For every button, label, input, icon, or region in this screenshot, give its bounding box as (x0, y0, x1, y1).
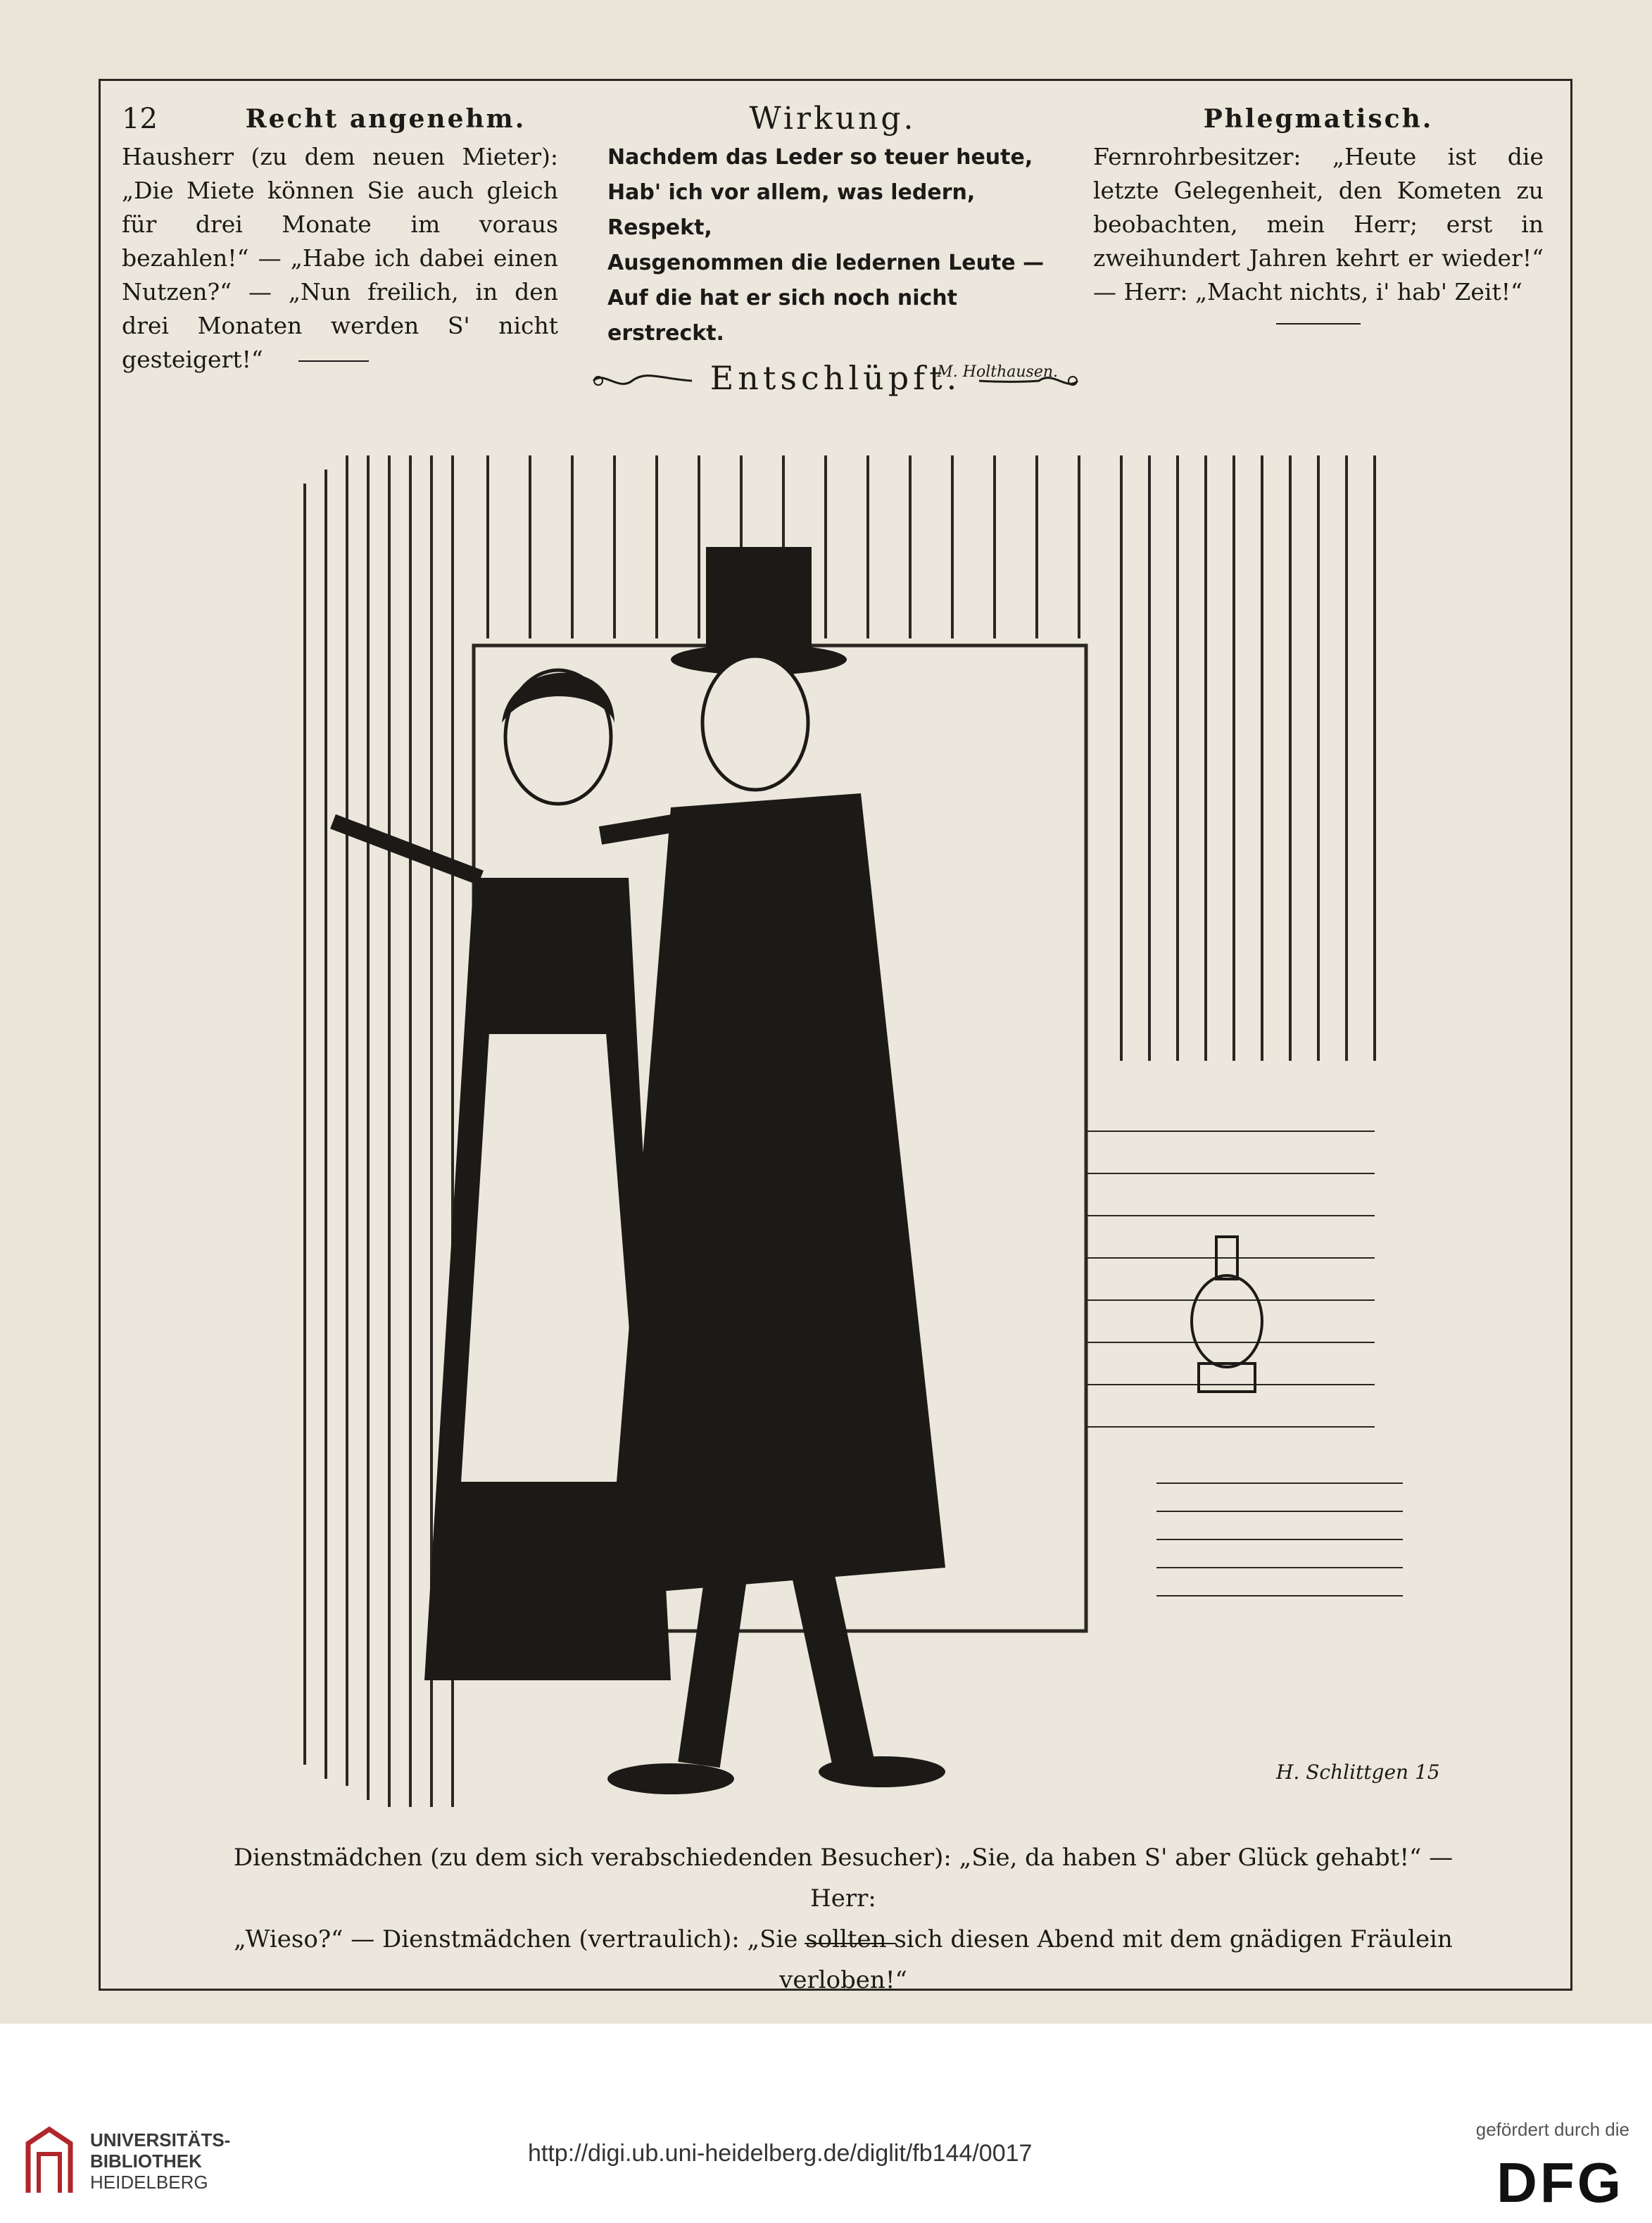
dfg-logo: DFG (1496, 2151, 1624, 2214)
middle-column-heading: Wirkung. (749, 101, 916, 137)
library-name-line1: UNIVERSITÄTS- (90, 2129, 231, 2150)
middle-column (607, 102, 1058, 389)
left-column-text (122, 140, 558, 377)
bottom-rule (805, 1943, 896, 1944)
library-name-line2: BIBLIOTHEK (90, 2150, 202, 2172)
document-url-link[interactable]: http://digi.ub.uni-heidelberg.de/diglit/fb144/0017 (528, 2140, 1033, 2167)
poem-author: M. Holthausen. (937, 363, 1058, 381)
library-name (90, 2129, 230, 2193)
footer-bar (0, 2024, 1652, 2223)
page-frame (99, 79, 1572, 1994)
flourish-left-icon (590, 370, 695, 391)
poem-line: Hab' ich vor allem, was ledern, Respekt, (607, 180, 976, 240)
library-logo-icon (21, 2122, 77, 2200)
flourish-right-icon (976, 370, 1081, 391)
right-column-rule (1276, 323, 1361, 325)
right-column-text: Fernrohrbesitzer: „Heute ist die letzte Gelegenheit, den Kometen zu beobachten, mein Herr; erst in zweihundert Jahren kehrt er wieder!“ — Herr: „Macht nichts, i' hab' Zeit!“ (1093, 143, 1544, 306)
cartoon-title-row (101, 359, 1570, 397)
poem-line: Ausgenommen die ledernen Leute — (607, 251, 1045, 275)
right-column-heading: Phlegmatisch. (1203, 104, 1434, 134)
poem-line: Nachdem das Leder so teuer heute, (607, 145, 1033, 170)
poem-line: Auf die hat er sich noch nicht erstreckt. (607, 286, 957, 346)
funded-by-label: gefördert durch die (1475, 2119, 1629, 2140)
cartoon-title: Entschlüpft. (710, 359, 961, 397)
page-number: 12 (122, 103, 158, 135)
artist-signature: H. Schlittgen 15 (1276, 1761, 1440, 1784)
caption-line-1: Dienstmädchen (zu dem sich verabschiedenden Besucher): „Sie, da haben S' aber Glück gehabt!“ — Herr: (233, 1844, 1454, 1913)
right-column (1093, 102, 1544, 325)
library-name-line3: HEIDELBERG (90, 2172, 208, 2193)
left-column-body: Hausherr (zu dem neuen Mieter): „Die Miete können Sie auch gleich für drei Monate im voraus bezahlen!“ — „Habe ich dabei einen Nutzen?“ — „Nun freilich, in den drei Monaten werden S' nicht gesteigert!“ (122, 143, 558, 373)
left-column-heading: Recht angenehm. (245, 104, 527, 134)
cartoon-illustration (277, 427, 1440, 1835)
cartoon-caption (227, 1837, 1459, 2001)
left-column (122, 102, 558, 377)
caption-line-2: „Wieso?“ — Dienstmädchen (vertraulich): „Sie sollten sich diesen Abend mit dem gnädigen Fräulein verloben!“ (234, 1925, 1453, 1994)
